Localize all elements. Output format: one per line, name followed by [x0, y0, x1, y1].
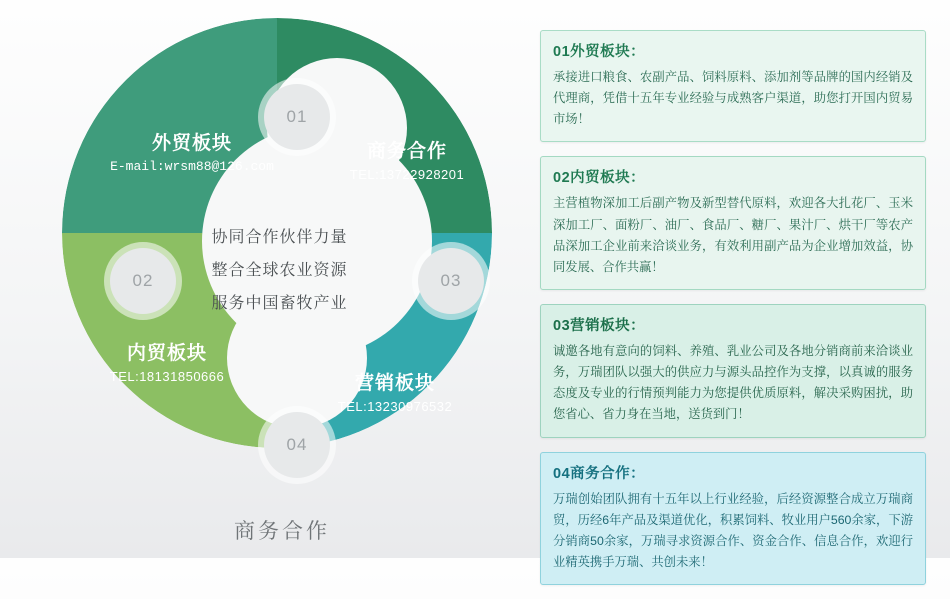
- bubble-03-label: 03: [440, 271, 462, 290]
- info-card-shangwu-title: 04商务合作：: [553, 465, 646, 482]
- info-card-yingxiao[interactable]: [540, 304, 926, 438]
- slogan-line-2: 整合全球农业资源: [211, 261, 348, 279]
- center-slogan: [197, 222, 362, 320]
- info-card-yingxiao-body: 诚邀各地有意向的饲料、养殖、乳业公司及各地分销商前来洽谈业务，万瑞团队以强大的供应力与源头品控作为支撑，以真诚的服务态度及专业的行情预判能力为您提供优质原料，解决采购困扰，助您省心、省力身在当地，送货到门！: [553, 343, 913, 422]
- info-card-neimao[interactable]: [540, 156, 926, 290]
- label-yingxiao: [290, 370, 500, 416]
- bubble-04-label: 04: [286, 435, 308, 454]
- label-waimao-title: 外贸板块: [151, 133, 232, 154]
- bubble-04[interactable]: [264, 412, 330, 478]
- label-shangwu: [307, 138, 507, 184]
- diagram-footer-title: 商务合作: [234, 520, 330, 543]
- bubble-02-label: 02: [132, 271, 154, 290]
- slogan-line-1: 协同合作伙伴力量: [211, 229, 348, 246]
- info-card-shangwu[interactable]: [540, 452, 926, 586]
- info-card-waimao-title: 01外贸板块：: [553, 44, 646, 60]
- info-card-shangwu-body: 万瑞创始团队拥有十五年以上行业经验，后经资源整合成立万瑞商贸，历经6年产品及渠道优化，积累饲料、牧业用户560余家，下游分销商50余家，万瑞寻求资源合作、资金合作、信息合作，欢迎行业精英携手万瑞、共创未来！: [553, 491, 913, 569]
- label-shangwu-title: 商务合作: [366, 141, 447, 162]
- label-neimao-title: 内贸板块: [126, 343, 207, 364]
- bubble-03[interactable]: [418, 248, 484, 314]
- slogan-line-3: 服务中国畜牧产业: [211, 294, 348, 312]
- label-yingxiao-title: 营销板块: [354, 373, 435, 394]
- bubble-01-label: 01: [286, 107, 308, 126]
- info-card-waimao-body: 承接进口粮食、农副产品、饲料原料、添加剂等品牌的国内经销及代理商，凭借十五年专业经验与成熟客户渠道，助您打开国内贸易市场！: [553, 70, 913, 127]
- bubble-02[interactable]: [110, 248, 176, 314]
- info-card-neimao-title: 02内贸板块：: [553, 170, 646, 187]
- label-shangwu-tel: TEL:13722928201: [349, 166, 465, 182]
- label-waimao-email: E-mail:wrsm88@126.com: [110, 158, 274, 174]
- info-card-neimao-body: 主营植物深加工后副产物及新型替代原料，欢迎各大扎花厂、玉米深加工厂、面粉厂、油厂、食品厂、糖厂、果汁厂、烘干厂等农产品深加工企业前来洽谈业务，有效利用副产品为企业增加效益，协同发展、合作共赢！: [553, 196, 913, 274]
- circular-diagram: [22, 10, 522, 543]
- info-card-yingxiao-title: 03营销板块：: [553, 317, 646, 334]
- label-neimao: [52, 340, 282, 386]
- label-yingxiao-tel: TEL:13230976532: [337, 398, 453, 414]
- info-card-list: [540, 30, 926, 599]
- info-card-waimao[interactable]: [540, 30, 926, 142]
- label-waimao: [77, 130, 307, 176]
- label-neimao-tel: TEL:18131850666: [109, 368, 225, 384]
